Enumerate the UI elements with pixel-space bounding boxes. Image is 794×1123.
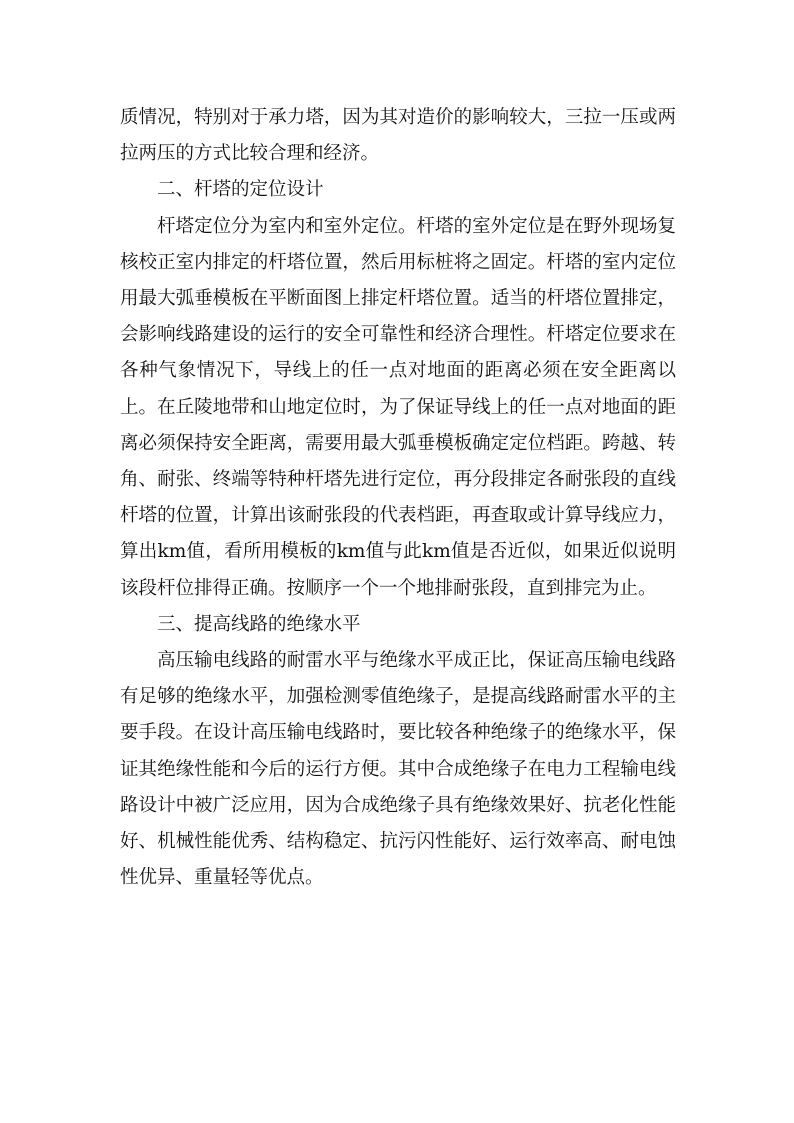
document-body: [120, 100, 676, 896]
section-heading-tower-positioning: 二、杆塔的定位设计: [157, 179, 324, 201]
paragraph-continued: 质情况，特别对于承力塔，因为其对造价的影响较大，三拉一压或两拉两压的方式比较合理和经济。: [120, 107, 676, 165]
paragraph-insulation-level: 高压输电线路的耐雷水平与绝缘水平成正比，保证高压输电线路有足够的绝缘水平，加强检测零值绝缘子，是提高线路耐雷水平的主要手段。在设计高压输电线路时，要比较各种绝缘子的绝缘水平，保证其绝缘性能和今后的运行方便。其中合成绝缘子在电力工程输电线路设计中被广泛应用，因为合成绝缘子具有绝缘效果好、抗老化性能好、机械性能优秀、结构稳定、抗污闪性能好、运行效率高、耐电蚀性优异、重量轻等优点。: [120, 650, 676, 889]
paragraph-tower-positioning: 杆塔定位分为室内和室外定位。杆塔的室外定位是在野外现场复核校正室内排定的杆塔位置，然后用标桩将之固定。杆塔的室内定位用最大弧垂模板在平断面图上排定杆塔位置。适当的杆塔位置排定，会影响线路建设的运行的安全可靠性和经济合理性。杆塔定位要求在各种气象情况下，导线上的任一点对地面的距离必须在安全距离以上。在丘陵地带和山地定位时，为了保证导线上的任一点对地面的距离必须保持安全距离，需要用最大弧垂模板确定定位档距。跨越、转角、耐张、终端等特种杆塔先进行定位，再分段排定各耐张段的直线杆塔的位置，计算出该耐张段的代表档距，再查取或计算导线应力，算出km值，看所用模板的km值与此km值是否近似，如果近似说明该段杆位排得正确。按顺序一个一个地排耐张段，直到排完为止。: [120, 215, 676, 599]
section-heading-insulation-level: 三、提高线路的绝缘水平: [157, 613, 361, 635]
